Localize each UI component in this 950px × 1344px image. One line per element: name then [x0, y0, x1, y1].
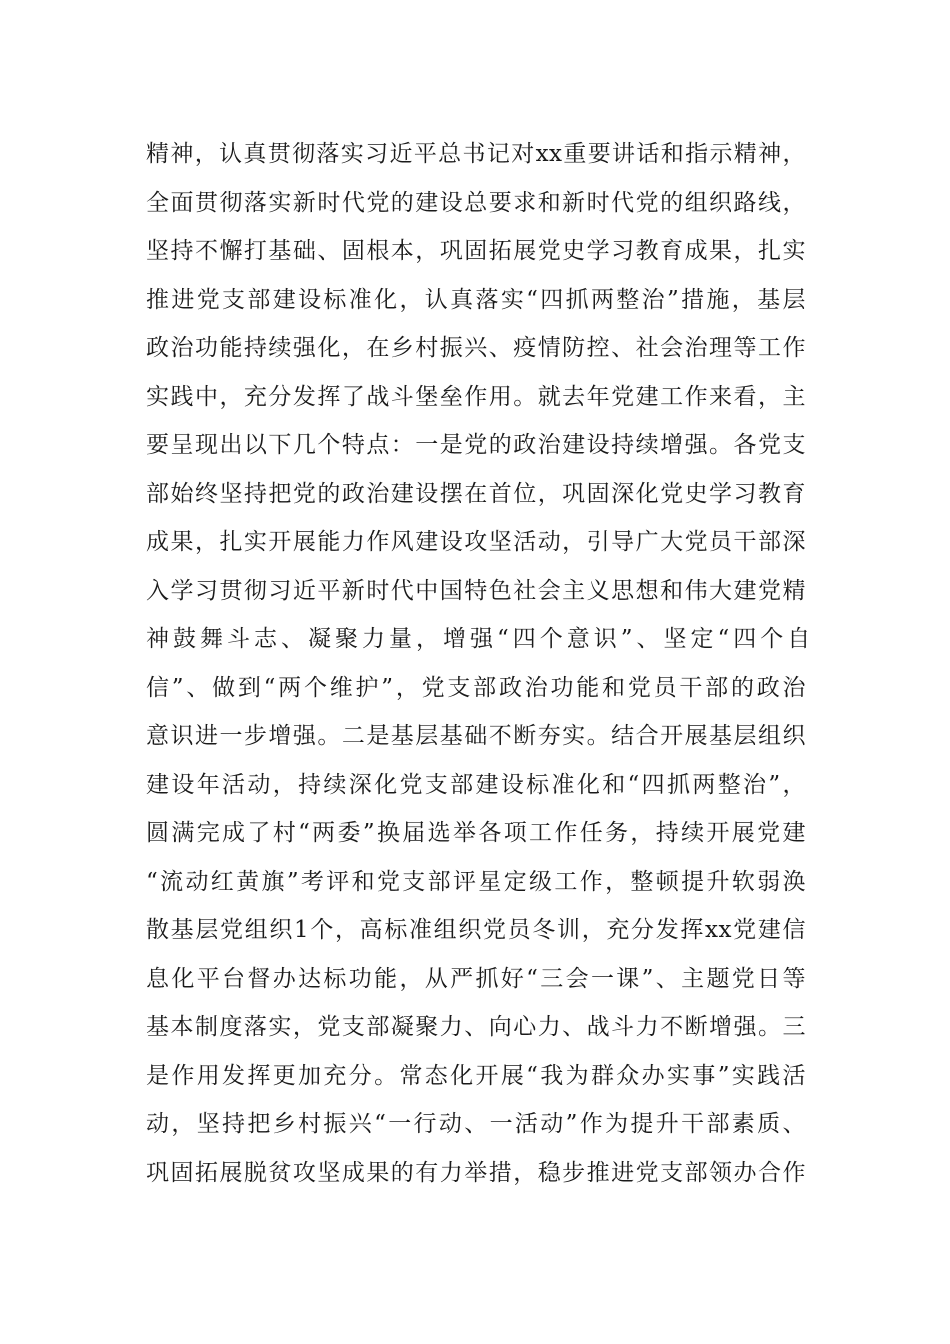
text-line-3: 坚持不懈打基础、固根本，巩固拓展党史学习教育成果，扎实 — [146, 238, 806, 264]
text-line-9: 成果，扎实开展能力作风建设攻坚活动，引导广大党员干部深 — [146, 529, 806, 555]
text-line-5: 政治功能持续强化，在乡村振兴、疫情防控、社会治理等工作 — [146, 335, 806, 361]
text-line-22: 巩固拓展脱贫攻坚成果的有力举措，稳步推进党支部领办合作 — [146, 1159, 806, 1186]
text-line-13: 意识进一步增强。二是基层基础不断夯实。结合开展基层组织 — [146, 723, 806, 749]
text-line-20: 是作用发挥更加充分。常态化开展“我为群众办实事”实践活 — [146, 1062, 806, 1089]
text-line-10: 入学习贯彻习近平新时代中国特色社会主义思想和伟大建党精 — [146, 577, 806, 604]
text-line-7: 要呈现出以下几个特点：一是党的政治建设持续增强。各党支 — [146, 432, 806, 458]
text-line-17: 散基层党组织1个，高标准组织党员冬训，充分发挥xx党建信 — [146, 917, 806, 943]
text-line-14: 建设年活动，持续深化党支部建设标准化和“四抓两整治”， — [146, 771, 806, 798]
text-line-8: 部始终坚持把党的政治建设摆在首位，巩固深化党史学习教育 — [146, 480, 806, 507]
text-line-1: 精神，认真贯彻落实习近平总书记对xx重要讲话和指示精神， — [146, 141, 806, 167]
text-line-16: “流动红黄旗”考评和党支部评星定级工作，整顿提升软弱涣 — [146, 868, 806, 895]
text-line-21: 动，坚持把乡村振兴“一行动、一活动”作为提升干部素质、 — [146, 1111, 806, 1137]
body-text — [146, 130, 815, 1197]
text-line-15: 圆满完成了村“两委”换届选举各项工作任务，持续开展党建 — [146, 820, 806, 846]
text-line-12: 信”、做到“两个维护”，党支部政治功能和党员干部的政治 — [146, 674, 806, 701]
text-line-18: 息化平台督办达标功能，从严抓好“三会一课”、主题党日等 — [146, 965, 806, 992]
text-line-2: 全面贯彻落实新时代党的建设总要求和新时代党的组织路线， — [146, 189, 806, 216]
text-line-11: 神鼓舞斗志、凝聚力量，增强“四个意识”、坚定“四个自 — [146, 626, 815, 652]
text-line-6: 实践中，充分发挥了战斗堡垒作用。就去年党建工作来看，主 — [146, 383, 806, 410]
text-line-19: 基本制度落实，党支部凝聚力、向心力、战斗力不断增强。三 — [146, 1014, 806, 1040]
text-line-4: 推进党支部建设标准化，认真落实“四抓两整治”措施，基层 — [146, 286, 806, 313]
